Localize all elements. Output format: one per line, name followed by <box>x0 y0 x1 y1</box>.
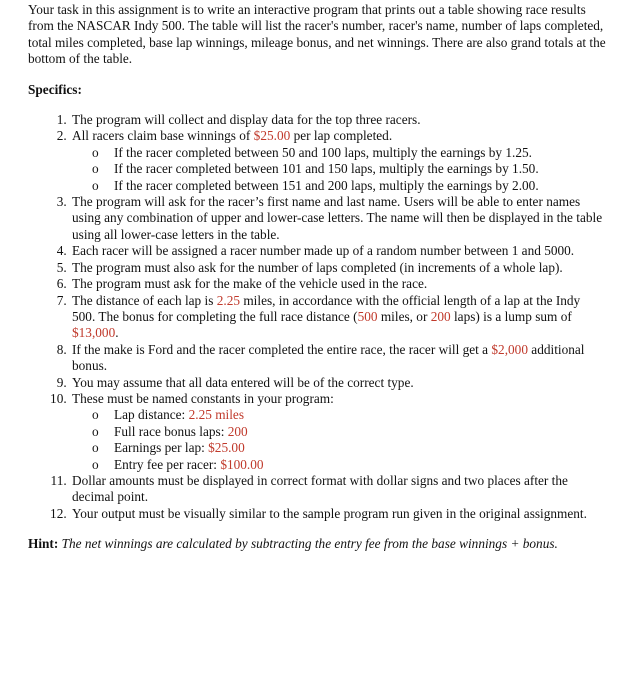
spec-item-5: 5. The program must also ask for the number of laps completed (in increments of a whole lap). <box>70 260 606 276</box>
constant-item: o Lap distance: 2.25 miles <box>92 407 244 423</box>
intro-paragraph: Your task in this assignment is to write an interactive program that prints out a table showing race results from the NASCAR Indy 500. The table will list the racer's number, racer's name, number of laps completed, total miles completed, base lap winnings, mileage bonus, and net winnings. There are also grand totals at the bottom of the table. <box>28 2 606 67</box>
constants-sublist <box>72 407 606 473</box>
hint-label: Hint: <box>28 536 59 552</box>
constant-item: o Full race bonus laps: 200 <box>92 423 248 439</box>
spec-item-3: 3. The program will ask for the racer’s first name and last name. Users will be able to enter names using any combination of upper and lower-case letters. The name will then be displayed in the table using all lower-case letters in the table. <box>70 194 606 243</box>
sub-item: o If the racer completed between 50 and 100 laps, multiply the earnings by 1.25. <box>92 144 532 160</box>
hint-paragraph <box>28 536 606 552</box>
bullet-icon: o <box>92 407 99 423</box>
sub-item: o If the racer completed between 101 and 150 laps, multiply the earnings by 1.50. <box>92 161 539 177</box>
spec-item-12: 12. Your output must be visually similar to the sample program run given in the original assignment. <box>70 506 606 522</box>
sub-item: o If the racer completed between 151 and 200 laps, multiply the earnings by 2.00. <box>92 177 539 193</box>
constant-item: o Earnings per lap: $25.00 <box>92 440 245 456</box>
base-winnings-value: $25.00 <box>253 128 291 144</box>
spec-item-6: 6. The program must ask for the make of the vehicle used in the race. <box>70 276 606 292</box>
spec-item-1: 1. The program will collect and display data for the top three racers. <box>70 112 606 128</box>
hint-text: The net winnings are calculated by subtracting the entry fee from the base winnings + bonus. <box>61 536 558 552</box>
specifics-list <box>28 112 606 522</box>
bullet-icon: o <box>92 456 99 472</box>
bullet-icon: o <box>92 144 99 160</box>
bullet-icon: o <box>92 423 99 439</box>
ford-bonus-value: $2,000 <box>491 341 528 357</box>
full-race-laps-value: 200 <box>430 308 451 324</box>
multiplier-sublist <box>72 145 606 194</box>
bullet-icon: o <box>92 161 99 177</box>
spec-item-9: 9. You may assume that all data entered will be of the correct type. <box>70 375 606 391</box>
spec-item-2: 2. All racers claim base winnings of $25.00 per lap completed. o If the racer completed between 50 and 100 laps, multiply the earnings by 1.25. o If the racer completed between 101 and 150 laps, multiply the earnings by 1.50. o If the racer completed between 151 and 200 laps, multiply the earnings by 2.00. <box>70 128 606 194</box>
specifics-heading: Specifics: <box>28 81 82 97</box>
spec-item-10: 10. These must be named constants in your program: o Lap distance: 2.25 miles o Full race bonus laps: 200 o Earnings per lap: $25.00 o Entry fee per racer: $100.00 <box>70 391 606 473</box>
lap-distance-value: 2.25 <box>216 292 241 308</box>
bullet-icon: o <box>92 177 99 193</box>
full-race-bonus-value: $13,000 <box>72 325 116 341</box>
constant-item: o Entry fee per racer: $100.00 <box>92 456 264 472</box>
spec-item-4: 4. Each racer will be assigned a racer number made up of a random number between 1 and 5000. <box>70 243 606 259</box>
bullet-icon: o <box>92 440 99 456</box>
spec-item-11: 11. Dollar amounts must be displayed in correct format with dollar signs and two places after the decimal point. <box>70 473 606 506</box>
full-race-miles-value: 500 <box>357 308 378 324</box>
spec-item-8: 8. If the make is Ford and the racer completed the entire race, the racer will get a $2,000 additional bonus. <box>70 342 606 375</box>
spec-item-7: 7. The distance of each lap is 2.25 miles, in accordance with the official length of a lap at the Indy 500. The bonus for completing the full race distance (500 miles, or 200 laps) is a lump sum of $13,000. <box>70 293 606 342</box>
